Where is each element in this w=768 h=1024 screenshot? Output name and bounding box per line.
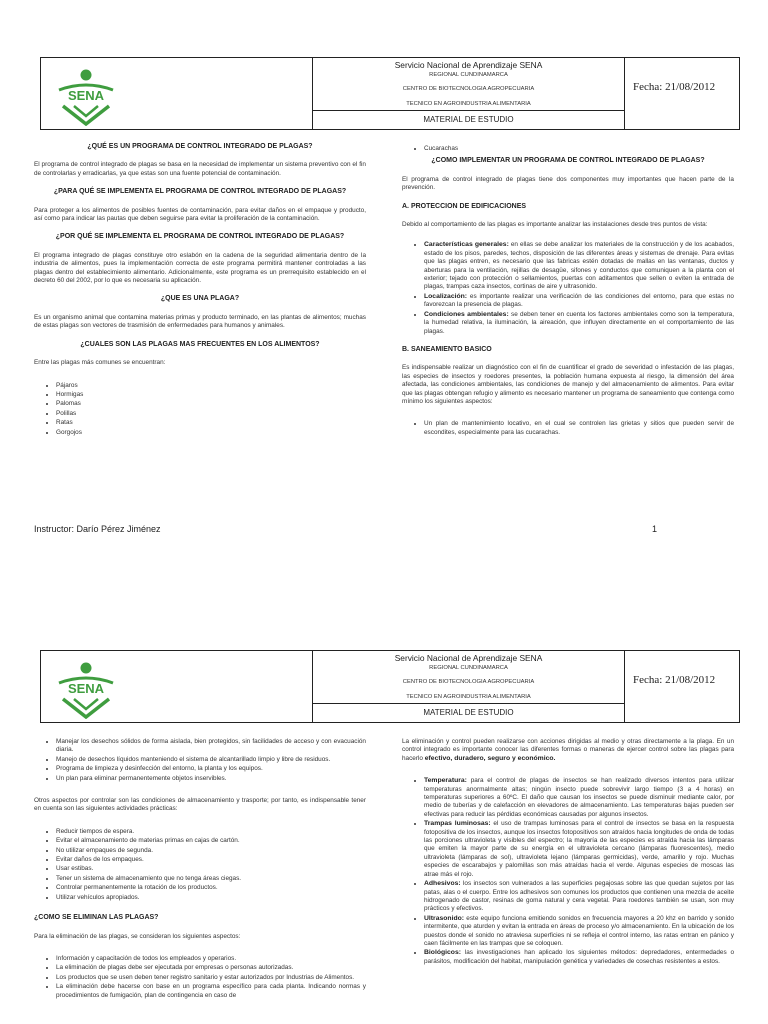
cucarachas-list xyxy=(402,145,734,153)
list-item: • Hormigas xyxy=(56,391,366,399)
material-label: MATERIAL DE ESTUDIO xyxy=(313,110,624,129)
almacenamiento-list xyxy=(34,828,366,902)
heading-como-implementar: ¿COMO IMPLEMENTAR UN PROGRAMA DE CONTROL INTEGRADO DE PLAGAS? xyxy=(431,157,705,165)
heading-para-que: ¿PARA QUÉ SE IMPLEMENTA EL PROGRAMA DE CONTROL INTEGRADO DE PLAGAS? xyxy=(53,188,347,196)
paragraph: Para proteger a los alimentos de posibles fuentes de contaminación, para evitar daños en el empaque y producto, así como para indicar las pautas que deben seguirse para evitar la proliferación de la contaminación. xyxy=(34,206,366,223)
heading-como-eliminan: ¿COMO SE ELIMINAN LAS PLAGAS? xyxy=(34,914,159,922)
paragraph: El programa de control integrado de plagas se basa en la necesidad de implementar un sistema preventivo con el fin de controlarlas y erradicarlas, ya que estas son una fuente potencial de contaminación. xyxy=(34,161,366,177)
sena-logo xyxy=(49,659,123,719)
heading-cuales-plagas: ¿CUALES SON LAS PLAGAS MAS FRECUENTES EN LOS ALIMENTOS? xyxy=(80,340,320,348)
edificaciones-list xyxy=(402,241,734,335)
list-item: • Tener un sistema de almacenamiento que no tenga áreas ciegas. xyxy=(56,875,366,883)
metodos-list xyxy=(402,777,734,966)
material-label: MATERIAL DE ESTUDIO xyxy=(313,703,624,722)
paragraph: Debido al comportamiento de las plagas es importante analizar las instalaciones desde tres puntos de vista: xyxy=(402,221,708,229)
list-item: • Los productos que se usen deben tener registro sanitario y estar autorizados por Industrias de Alimentos. xyxy=(56,974,366,982)
page2-left-column xyxy=(34,738,366,1008)
instructor-name: Instructor: Darío Pérez Jiménez xyxy=(34,524,161,534)
paragraph: Otros aspectos por controlar son las condiciones de almacenamiento y trasporte; por tanto, es indispensable tener en cuenta son las siguientes actividades prácticas: xyxy=(34,797,366,813)
heading-proteccion: A. PROTECCION DE EDIFICACIONES xyxy=(402,202,527,210)
paragraph: Entre las plagas más comunes se encuentran: xyxy=(34,359,166,367)
list-item: • Ultrasonido: este equipo funciona emitiendo sonidos en frecuencia mayores a 20 khz en barrido y sonido intermitente, que aturden y evitan la entrada en áreas de proceso y/o almacenamiento. En la ubicación de los puestos donde el sonido no atraviesa superficies ni se refleja el control interno, las ratas entran en pánico y caen fácilmente en las trampas que se coloquen. xyxy=(424,915,734,949)
institution-name: Servicio Nacional de Aprendizaje SENA xyxy=(394,60,543,70)
date-cell xyxy=(625,651,739,722)
heading-por-que: ¿POR QUÉ SE IMPLEMENTA EL PROGRAMA DE CONTROL INTEGRADO DE PLAGAS? xyxy=(55,233,345,241)
page-gap xyxy=(0,548,768,640)
paragraph: Es un organismo animal que contamina materias primas y producto terminado, en las plantas de alimentos; muchas de estas plagas son vectores de trasmisión de enfermedades para humanos y animales. xyxy=(34,313,366,330)
programa-line: TECNICO EN AGROINDUSTRIA ALIMENTARIA xyxy=(406,101,531,107)
list-item: • Un plan de mantenimiento locativo, en el cual se controlen las grietas y sitios que pueden servir de escondites, especialmente para las cucarachas. xyxy=(424,420,734,437)
header-center xyxy=(313,651,625,722)
list-item: • La eliminación de plagas debe ser ejecutada por empresas o personas autorizadas. xyxy=(56,964,366,972)
list-item: • Pájaros xyxy=(56,382,366,390)
heading-que-es-plaga: ¿QUE ES UNA PLAGA? xyxy=(160,295,240,303)
heading-que-es: ¿QUÉ ES UN PROGRAMA DE CONTROL INTEGRADO DE PLAGAS? xyxy=(87,143,313,150)
page1-right-column xyxy=(402,145,734,445)
logo-text: SENA xyxy=(67,681,105,696)
institution-name: Servicio Nacional de Aprendizaje SENA xyxy=(394,653,543,663)
header-center xyxy=(313,58,625,129)
list-item: • Evitar el almacenamiento de materias primas en cajas de cartón. xyxy=(56,837,366,845)
logo-cell xyxy=(41,651,313,722)
page1-left-column xyxy=(34,139,366,445)
document-page-2 xyxy=(0,640,768,1024)
page2-right-column xyxy=(402,738,734,974)
paragraph: Es indispensable realizar un diagnóstico con el fin de cuantificar el grado de severidad o infestación de las plagas, las especies de insectos y roedores presentes, la población humana expuesta al riesgo, la dimensión del área afectada, las condiciones ambientales, las condiciones de manejo y del almacenamiento de alimentos. Para evitar que las plagas obtengan refugio y alimento es necesario mantener un programa de saneamiento que contenga como mínimo los siguientes aspectos: xyxy=(402,364,734,405)
list-item: • Cucarachas xyxy=(424,145,734,153)
paragraph: El programa integrado de plagas constituye otro eslabón en la cadena de la seguridad alimentaria dentro de la industria de alimentos, pues la implementación correcta de este programa permitirá mantener controladas a las plagas dentro del establecimiento alimentario. Adicionalmente, este programa es un prerrequisito establecido en el decreto 60 del 2002, por lo que es necesaria su aplicación. xyxy=(34,251,366,285)
list-item: • Información y capacitación de todos los empleados y operarios. xyxy=(56,955,366,963)
list-item: • Un plan para eliminar permanentemente objetos inservibles. xyxy=(56,775,366,783)
page-header xyxy=(40,57,740,130)
centro-line: CENTRO DE BIOTECNOLOGIA AGROPECUARIA xyxy=(402,86,535,92)
list-item: • Trampas luminosas: el uso de trampas luminosas para el control de insectos se basa en la respuesta fotopositiva de los insectos, aunque los insectos fotopositivos son atraídos hacia longitudes de onda de todas las porciones ultravioleta y visibles del espectro; la mayoría de las especies es atraída hacia las lámparas que emiten la mayor parte de su energía en el ultravioleta cercano (lámparas fluorescentes), medio ultravioleta (lámparas de sol), ultravioleta lejano (lámparas germicidas), verde, amarillo y rojo. Muchas especies de escarabajos y palomillas son más atraídas hacia el verde. Algunas especies de moscas las atrae más el rojo. xyxy=(424,820,734,879)
date-text: Fecha: 21/08/2012 xyxy=(633,674,716,686)
list-item: • Controlar permanentemente la rotación de los productos. xyxy=(56,884,366,892)
date-text: Fecha: 21/08/2012 xyxy=(633,81,716,93)
list-item: • Gorgojos xyxy=(56,429,366,437)
list-item: • Adhesivos: los insectos son vulnerados a las superficies pegajosas sobre las que quedan sujetos por las patas, alas o el cuerpo. Entre los adhesivos son comunes los productos que contienen una mezcla de aceite hidrogenado de castor, resinas de goma natural y cera vegetal. Para roedores también se usan, son muy prácticos y efectivos. xyxy=(424,880,734,914)
logo-text: SENA xyxy=(67,88,105,103)
list-item: • Programa de limpieza y desinfección del entorno, la planta y los equipos. xyxy=(56,765,366,773)
list-item: • La eliminación debe hacerse con base en un programa específico para cada planta. Indicando normas y procedimientos de fumigación, plan de contingencia en caso de xyxy=(56,983,366,1000)
list-item: • Biológicos: las investigaciones han aplicado los siguientes métodos: depredadores, entermedades o parásitos, modificación del habitat, manipulación genética y variedades de cosechas resistentes a estos. xyxy=(424,949,734,966)
list-item: • Ratas xyxy=(56,419,366,427)
list-item: • Polillas xyxy=(56,410,366,418)
saneamiento-list xyxy=(402,420,734,437)
centro-line: CENTRO DE BIOTECNOLOGIA AGROPECUARIA xyxy=(402,679,535,685)
paragraph: La eliminación y control pueden realizarse con acciones dirigidas al medio y otras directamente a la plaga. En un control integrado es importante conocer las diferentes formas o maneras de ejercer control sobre las plagas para hacerlo efectivo, duradero, seguro y económico. xyxy=(402,738,734,762)
list-item: • Manejar los desechos sólidos de forma aislada, bien protegidos, sin facilidades de acceso y con evacuación diaria. xyxy=(56,738,366,755)
list-item: • Localización: es importante realizar una verificación de las condiciones del entorno, para que estas no favorezcan la presencia de plagas. xyxy=(424,293,734,310)
list-item: • Usar estibas. xyxy=(56,865,366,873)
logo-cell xyxy=(41,58,313,129)
regional-line: REGIONAL CUNDINAMARCA xyxy=(429,72,508,78)
sena-logo xyxy=(49,66,123,126)
list-item: • Manejo de desechos líquidos manteniendo el sistema de alcantarillado limpio y libre de residuos. xyxy=(56,756,366,764)
list-item: • Utilizar vehículos apropiados. xyxy=(56,894,366,902)
plagas-list xyxy=(34,382,366,437)
list-item: • Evitar daños de los empaques. xyxy=(56,856,366,864)
list-item: • Palomas xyxy=(56,400,366,408)
page-number: 1 xyxy=(652,524,658,534)
programa-line: TECNICO EN AGROINDUSTRIA ALIMENTARIA xyxy=(406,694,531,700)
list-item: • Características generales: en ellas se debe analizar los materiales de la construcción y de los acabados, estado de los pisos, paredes, techos, disposición de las diferentes áreas y sistemas de drenaje. Para evitas que las plagas entren, es necesario que las fabricas estén dotadas de mallas en las ventanas, ductos y aberturas para la ventilación, rejillas de desagüe, sifones y conductos que comuniquen a la planta con el exterior; tejado con protección o sellamientos, puertas con aditamentos que sellen o eviten la entrada de plagas, trampas caza insectos, cortinas de aire y ultrasonido. xyxy=(424,241,734,291)
paragraph: Para la eliminación de las plagas, se consideran los siguientes aspectos: xyxy=(34,932,241,940)
list-item: • Condiciones ambientales: se deben tener en cuenta los factores ambientales como son la temperatura, la humedad relativa, la iluminación, la aireación, que influyen directamente en el comportamiento de las plagas. xyxy=(424,311,734,336)
heading-saneamiento: B. SANEAMIENTO BASICO xyxy=(402,345,492,353)
paragraph: El programa de control integrado de plagas tiene dos componentes muy importantes que hacen parte de la prevención. xyxy=(402,175,734,192)
eliminacion-list xyxy=(34,955,366,1000)
list-item: • Temperatura: para el control de plagas de insectos se han realizado diversos intentos para utilizar temperaturas anormalmente altas; ningún insecto puede sobrevivir largo tiempo (3 a 4 horas) en temperaturas superiores a 60ºC. El daño que causan los insectos se puede disminuir mediante calor, por medio de tuberías y de calefacción en elevadores de almacenamiento. Las temperaturas bajas pueden ser efectivas para reducir las pérdidas económicas causadas por algunos insectos. xyxy=(424,777,734,819)
desechos-list xyxy=(34,738,366,783)
list-item: • Reducir tiempos de espera. xyxy=(56,828,366,836)
regional-line: REGIONAL CUNDINAMARCA xyxy=(429,665,508,671)
date-cell xyxy=(625,58,739,129)
list-item: • No utilizar empaques de segunda. xyxy=(56,847,366,855)
page-header xyxy=(40,650,740,723)
